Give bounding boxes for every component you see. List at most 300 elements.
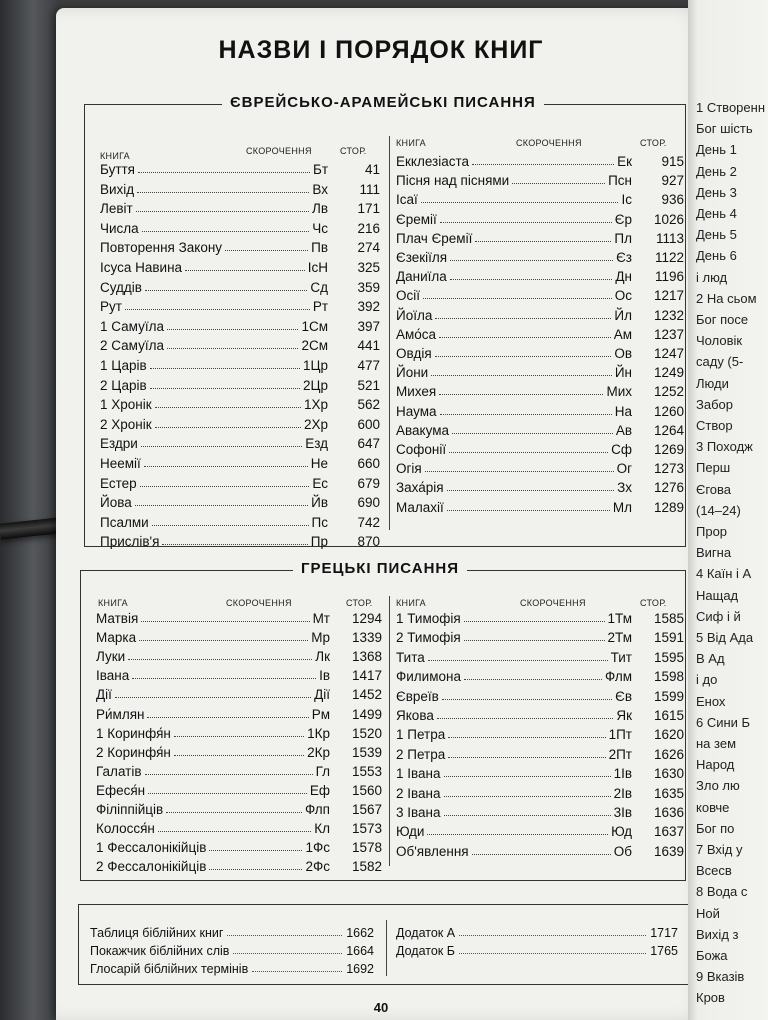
- book-name: Екклезіаста: [396, 154, 470, 169]
- book-page-number: 562: [357, 397, 380, 413]
- greek-right-col-page: СТОР.: [640, 598, 667, 608]
- book-page-number: 171: [357, 201, 380, 217]
- next-page-text: і до: [696, 672, 718, 688]
- book-row: [396, 669, 684, 687]
- book-row: [100, 280, 380, 298]
- book-page-number: 521: [357, 377, 380, 393]
- leader-dots: [439, 327, 611, 338]
- appendix-page-number: 1662: [346, 926, 374, 940]
- leader-dots: [435, 346, 612, 357]
- book-row: [100, 162, 380, 180]
- appendix-name: Додаток Б: [396, 944, 455, 958]
- book-abbreviation: Езд: [305, 436, 328, 452]
- next-page-text: Зло лю: [696, 778, 740, 794]
- next-page-text: День 2: [696, 163, 737, 179]
- book-row: [100, 436, 380, 454]
- book-page-number: 1591: [653, 630, 684, 646]
- book-row: [96, 783, 382, 801]
- appendix-name: Додаток А: [396, 926, 456, 940]
- next-page-text: День 1: [696, 142, 737, 158]
- book-abbreviation: Йв: [311, 495, 328, 511]
- appendix-divider: [386, 920, 387, 976]
- book-row: [96, 802, 382, 820]
- book-abbreviation: Сд: [310, 279, 328, 295]
- book-row: [396, 630, 684, 648]
- book-row: [96, 687, 382, 705]
- appendix-name: Покажчик біблійних слів: [90, 944, 230, 958]
- book-page-number: 1273: [653, 461, 684, 477]
- book-abbreviation: Йл: [614, 307, 632, 323]
- book-name: Осії: [396, 288, 421, 304]
- book-abbreviation: Ес: [312, 475, 328, 491]
- book-abbreviation: Чс: [312, 220, 328, 236]
- book-page-number: 216: [357, 220, 380, 236]
- book-name: Псалми: [100, 514, 149, 530]
- book-row: [396, 404, 684, 422]
- book-abbreviation: Еф: [309, 782, 330, 798]
- book-page-number: 1339: [351, 630, 382, 646]
- leader-dots: [464, 611, 605, 622]
- leader-dots: [132, 668, 316, 679]
- book-name: 1 Коринфя́н: [96, 725, 171, 741]
- book-row: [100, 495, 380, 513]
- book-name: Даниїла: [396, 269, 447, 285]
- next-page-text: День 5: [696, 227, 737, 243]
- book-name: 1 Івана: [396, 766, 441, 782]
- book-row: [96, 859, 382, 877]
- leader-dots: [439, 384, 603, 395]
- appendix-row: [90, 962, 374, 978]
- book-row: [96, 840, 382, 858]
- leader-dots: [174, 726, 304, 737]
- book-name: 2 Петра: [396, 746, 446, 762]
- book-page-number: 1520: [351, 725, 382, 741]
- book-row: [100, 319, 380, 337]
- book-name: Ри́млян: [96, 706, 145, 722]
- book-row: [396, 824, 684, 842]
- book-page-number: 936: [661, 192, 684, 208]
- book-abbreviation: Вх: [312, 181, 328, 197]
- leader-dots: [185, 260, 305, 271]
- book-name: Галатів: [96, 763, 142, 779]
- book-row: [396, 766, 684, 784]
- book-name: Естер: [100, 475, 137, 491]
- book-abbreviation: 1Кр: [307, 725, 330, 741]
- book-abbreviation: Псн: [608, 173, 632, 189]
- book-page-number: 1247: [653, 346, 684, 361]
- book-abbreviation: 1Пт: [608, 727, 632, 743]
- leader-dots: [435, 308, 611, 319]
- leader-dots: [431, 365, 612, 376]
- leader-dots: [448, 727, 605, 738]
- book-page-number: 690: [357, 495, 380, 511]
- book-row: [100, 201, 380, 219]
- next-page-text: Нащад: [696, 587, 739, 603]
- book-row: [396, 308, 684, 326]
- leader-dots: [447, 500, 610, 511]
- book-row: [396, 611, 684, 629]
- book-row: [396, 650, 684, 668]
- book-page-number: 1553: [351, 763, 382, 779]
- greek-right-col-abbr: СКОРОЧЕННЯ: [520, 598, 586, 608]
- hebrew-left-col-book: КНИГА: [100, 151, 130, 161]
- book-abbreviation: 2Фс: [305, 859, 330, 875]
- leader-dots: [449, 442, 608, 453]
- book-name: Єзекіїля: [396, 250, 448, 265]
- book-page-number: 325: [357, 260, 380, 275]
- book-page-number: 1294: [351, 611, 382, 626]
- book-abbreviation: ІсН: [307, 260, 328, 275]
- book-page-number: 1368: [351, 649, 382, 665]
- next-page-text: 5 Від Ада: [696, 630, 754, 645]
- book-abbreviation: Пс: [311, 514, 328, 530]
- book-name: Євреїв: [396, 688, 439, 704]
- page-number: 40: [373, 1000, 389, 1015]
- book-page-number: 647: [357, 436, 380, 452]
- book-page-number: 441: [357, 338, 380, 354]
- book-name: Ездри: [100, 436, 138, 452]
- next-page-text: Бог шість: [696, 121, 753, 137]
- book-abbreviation: Іс: [621, 192, 632, 208]
- leader-dots: [128, 649, 312, 660]
- book-abbreviation: На: [614, 403, 632, 419]
- book-row: [96, 611, 382, 629]
- book-abbreviation: Пл: [614, 230, 632, 246]
- leader-dots: [423, 288, 612, 299]
- book-name: Ісаї: [396, 192, 418, 208]
- book-row: [396, 786, 684, 804]
- book-page-number: 1260: [653, 403, 684, 419]
- next-page-text: Бог посе: [696, 312, 749, 327]
- book-row: [396, 327, 684, 345]
- book-name: Плач Єремії: [396, 230, 473, 246]
- book-page-number: 1026: [653, 211, 684, 227]
- next-page-text: Бог по: [696, 820, 735, 836]
- page-title: НАЗВИ І ПОРЯДОК КНИГ: [218, 36, 544, 64]
- book-name: Заха́рія: [396, 480, 444, 496]
- book-row: [396, 805, 684, 823]
- leader-dots: [227, 926, 342, 936]
- book-name: Суддів: [100, 279, 142, 295]
- book-name: Йоїла: [396, 307, 433, 323]
- book-page-number: 1635: [653, 785, 684, 801]
- next-page-text: День 6: [696, 248, 737, 264]
- next-page-text: саду (5-: [696, 354, 744, 370]
- book-page-number: 1599: [653, 688, 684, 704]
- book-row: [100, 515, 380, 533]
- leader-dots: [145, 764, 313, 775]
- book-row: [396, 423, 684, 441]
- book-abbreviation: Ос: [614, 288, 632, 304]
- next-page-text: Всесв: [696, 863, 732, 879]
- leader-dots: [139, 630, 308, 641]
- book-page-number: 1626: [653, 746, 684, 762]
- book-row: [396, 288, 684, 306]
- leader-dots: [464, 630, 605, 641]
- leader-dots: [155, 397, 301, 408]
- appendix-row: [396, 944, 678, 960]
- book-abbreviation: 1Ів: [613, 766, 632, 782]
- leader-dots: [440, 404, 612, 415]
- appendix-page-number: 1664: [346, 944, 374, 958]
- next-page-text: 1 Створенн: [696, 100, 765, 115]
- hebrew-right-col-abbr: СКОРОЧЕННЯ: [516, 138, 582, 148]
- leader-dots: [141, 436, 302, 447]
- next-page-text: Чоловік: [696, 333, 743, 349]
- book-page-number: 1122: [654, 250, 684, 265]
- leader-dots: [209, 840, 302, 851]
- hebrew-right-col-page: СТОР.: [640, 138, 667, 148]
- appendix-row: [90, 926, 374, 942]
- leader-dots: [174, 745, 304, 756]
- leader-dots: [425, 461, 614, 472]
- book-row: [396, 480, 684, 498]
- book-page-number: 359: [357, 279, 380, 295]
- next-page-text: (14–24): [696, 502, 741, 518]
- book-name: Малахії: [396, 499, 444, 515]
- book-row: [396, 708, 684, 726]
- book-name: 2 Хронік: [100, 416, 152, 432]
- book-abbreviation: Єв: [615, 688, 632, 704]
- book-abbreviation: 1Тм: [607, 611, 632, 626]
- leader-dots: [459, 944, 646, 954]
- book-name: Юди: [396, 824, 425, 840]
- book-page-number: 1636: [653, 805, 684, 820]
- greek-left-col-book: КНИГА: [98, 598, 128, 608]
- book-name: 2 Івана: [396, 785, 441, 801]
- book-name: Йони: [396, 365, 429, 381]
- leader-dots: [158, 821, 311, 832]
- next-page-text: ковче: [696, 799, 730, 815]
- book-name: Єремії: [396, 211, 437, 227]
- book-row: [100, 182, 380, 200]
- book-name: 2 Тимофія: [396, 630, 461, 646]
- leader-dots: [209, 859, 302, 870]
- leader-dots: [450, 250, 613, 261]
- book-page-number: 742: [357, 514, 380, 530]
- appendix-page-number: 1717: [650, 926, 678, 940]
- book-page-number: 397: [357, 318, 380, 334]
- next-page-text: Люди: [696, 375, 729, 391]
- book-abbreviation: 2Хр: [303, 416, 328, 432]
- book-page-number: 1237: [653, 326, 684, 342]
- book-page-number: 1630: [653, 766, 684, 782]
- next-page-text: і люд: [696, 269, 728, 285]
- leader-dots: [167, 338, 298, 349]
- book-name: 1 Самуїла: [100, 318, 164, 334]
- book-cover: [0, 0, 60, 1020]
- book-abbreviation: Як: [616, 708, 632, 723]
- book-name: Ісуса Навина: [100, 260, 183, 275]
- next-page-text: Прор: [696, 524, 728, 539]
- book-row: [100, 338, 380, 356]
- book-name: 2 Фессалонікійців: [96, 859, 207, 875]
- book-row: [96, 668, 382, 686]
- next-page-text: 2 На сьом: [696, 290, 757, 306]
- book-page-number: 1567: [351, 802, 382, 817]
- leader-dots: [144, 456, 308, 467]
- book-row: [96, 821, 382, 839]
- book-abbreviation: Пр: [310, 534, 328, 550]
- book-abbreviation: Йн: [614, 365, 632, 381]
- book-page-number: 1452: [351, 687, 382, 703]
- next-page-text: Кров: [696, 990, 725, 1006]
- next-page-text: 9 Вказів: [696, 969, 745, 985]
- book-page-number: 477: [357, 358, 380, 373]
- book-page-number: 111: [359, 181, 380, 197]
- leader-dots: [147, 707, 308, 718]
- book-name: Луки: [96, 649, 126, 665]
- leader-dots: [148, 783, 307, 794]
- book-page-number: 679: [357, 475, 380, 491]
- book-page-number: 1620: [653, 727, 684, 743]
- leader-dots: [137, 182, 309, 193]
- book-row: [100, 240, 380, 258]
- book-name: Об'явлення: [396, 843, 469, 859]
- book-abbreviation: Ав: [615, 422, 632, 438]
- book-name: Тита: [396, 649, 425, 665]
- leader-dots: [115, 687, 311, 698]
- leader-dots: [428, 650, 608, 661]
- leader-dots: [444, 805, 611, 816]
- book-page-number: 1289: [653, 499, 684, 515]
- appendix-frame-bottom: [78, 984, 690, 985]
- book-abbreviation: Мл: [612, 499, 632, 515]
- greek-left-col-page: СТОР.: [346, 598, 373, 608]
- book-abbreviation: Зх: [617, 480, 632, 496]
- book-page-number: 1252: [653, 384, 684, 400]
- book-name: Івана: [96, 668, 130, 684]
- leader-dots: [150, 378, 300, 389]
- book-row: [396, 192, 684, 210]
- book-name: Рут: [100, 299, 122, 315]
- book-abbreviation: Єр: [614, 211, 632, 227]
- book-page-number: 1196: [654, 269, 684, 285]
- book-name: Повторення Закону: [100, 240, 223, 256]
- book-row: [96, 630, 382, 648]
- leader-dots: [447, 480, 615, 491]
- next-page-text: Забор: [696, 396, 733, 412]
- leader-dots: [138, 162, 310, 173]
- book-name: Якова: [396, 708, 434, 723]
- appendix-name: Таблиця біблійних книг: [90, 926, 224, 940]
- next-page-text: на зем: [696, 736, 737, 751]
- book-abbreviation: Сф: [611, 442, 632, 457]
- book-name: Огія: [396, 461, 422, 477]
- book-abbreviation: Єз: [616, 250, 632, 265]
- leader-dots: [475, 231, 611, 242]
- book-row: [396, 269, 684, 287]
- book-page-number: 1217: [653, 288, 684, 304]
- leader-dots: [145, 280, 307, 291]
- book-name: Ефеся́н: [96, 782, 146, 798]
- leader-dots: [421, 192, 619, 203]
- book-name: 1 Петра: [396, 727, 446, 743]
- book-abbreviation: Ов: [614, 346, 632, 361]
- book-row: [100, 358, 380, 376]
- book-abbreviation: Дн: [615, 269, 632, 285]
- book-page-number: 1232: [653, 307, 684, 323]
- next-page-text: Народ: [696, 757, 735, 773]
- book-page-number: 660: [357, 456, 380, 471]
- book-page-number: 1269: [653, 442, 684, 457]
- book-name: Вихід: [100, 181, 135, 197]
- book-abbreviation: Гл: [315, 763, 330, 779]
- book-abbreviation: 1Цр: [302, 358, 328, 373]
- book-row: [100, 260, 380, 278]
- leader-dots: [448, 747, 605, 758]
- book-name: Прислів'я: [100, 534, 160, 550]
- book-page-number: 274: [357, 240, 380, 256]
- leader-dots: [125, 299, 310, 310]
- book-page-number: 1264: [653, 422, 684, 438]
- book-name: Левіт: [100, 201, 133, 217]
- book-name: Колосся́н: [96, 821, 155, 837]
- book-row: [100, 534, 380, 552]
- next-page-text: День 4: [696, 206, 737, 221]
- book-page-number: 1276: [653, 480, 684, 496]
- book-page-number: 1539: [351, 744, 382, 760]
- leader-dots: [452, 423, 613, 434]
- book-page-number: 1582: [351, 859, 382, 875]
- book-abbreviation: Не: [310, 456, 328, 471]
- book-name: Буття: [100, 162, 135, 177]
- greek-section-title: ГРЕЦЬКІ ПИСАННЯ: [293, 560, 467, 577]
- greek-left-col-abbr: СКОРОЧЕННЯ: [226, 598, 292, 608]
- book-page-number: 41: [364, 162, 380, 177]
- book-name: Филимона: [396, 669, 461, 685]
- leader-dots: [141, 611, 309, 622]
- book-page: [56, 8, 706, 1020]
- leader-dots: [459, 926, 646, 936]
- book-abbreviation: 2Пт: [608, 746, 632, 762]
- book-name: Амо́са: [396, 326, 437, 342]
- book-abbreviation: Мих: [606, 384, 632, 400]
- book-row: [396, 500, 684, 518]
- next-page-text: 7 Вхід у: [696, 842, 743, 857]
- leader-dots: [150, 358, 300, 369]
- leader-dots: [437, 708, 614, 719]
- leader-dots: [427, 824, 608, 835]
- appendix-name: Глосарій біблійних термінів: [90, 962, 249, 976]
- greek-frame-bottom: [80, 880, 686, 881]
- next-page-text: День 3: [696, 184, 737, 200]
- next-page-text: 4 Каїн і А: [696, 566, 752, 582]
- leader-dots: [450, 269, 613, 280]
- next-page-text: В Ад: [696, 651, 725, 667]
- book-row: [100, 378, 380, 396]
- book-row: [396, 231, 684, 249]
- book-abbreviation: Бт: [312, 162, 328, 177]
- book-abbreviation: Дії: [314, 687, 330, 703]
- appendix-row: [396, 926, 678, 942]
- next-page-edge: [688, 0, 768, 1020]
- book-abbreviation: 1Фс: [305, 840, 330, 856]
- leader-dots: [440, 212, 612, 223]
- leader-dots: [136, 201, 309, 212]
- book-name: 2 Царів: [100, 377, 147, 393]
- next-page-text: Перш: [696, 460, 731, 476]
- leader-dots: [252, 962, 342, 972]
- book-row: [396, 747, 684, 765]
- book-name: Софонії: [396, 442, 447, 457]
- book-page-number: 392: [357, 299, 380, 315]
- hebrew-column-divider: [389, 136, 390, 530]
- book-row: [100, 299, 380, 317]
- next-page-text: 3 Походж: [696, 439, 753, 455]
- book-abbreviation: Лв: [311, 201, 328, 217]
- book-abbreviation: Ів: [319, 668, 330, 684]
